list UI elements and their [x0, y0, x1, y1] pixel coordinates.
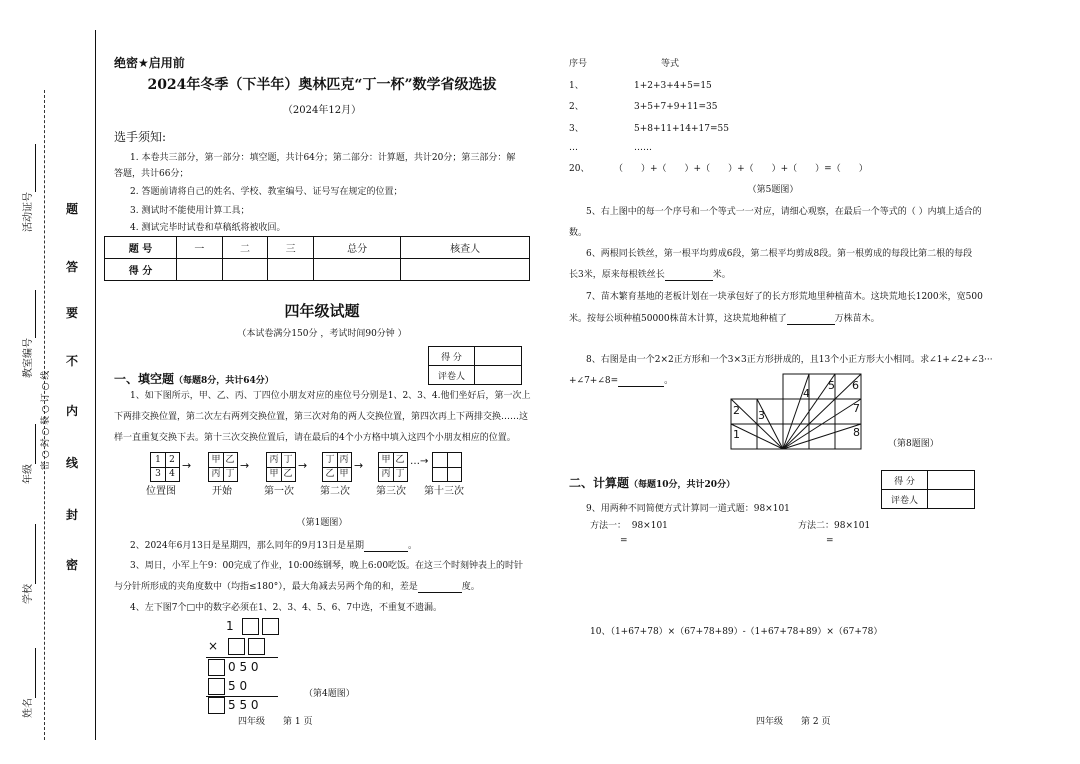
q1-text: 样一直重复交换下去。第十三次交换位置后，请在最后的4个小方格中填入这四个小朋友相应的位置。	[114, 433, 516, 443]
q9-text: 9、用两种不同简便方式计算同一道式题：98×101	[586, 504, 790, 514]
q9-eq2: =	[826, 536, 834, 546]
notice-line: 答题，共计66分；	[114, 169, 189, 179]
q5-text: 5、右上图中的每一个序号和一个等式一一对应，请细心观察，在最后一个等式的（ ）内填上适合的	[586, 207, 982, 217]
angle-label: 6	[852, 379, 859, 392]
table5-row-eq: （ ）+（ ）+（ ）+（ ）+（ ）=（ ）	[614, 164, 868, 174]
q8-answer-blank[interactable]	[618, 376, 664, 387]
q1-grid: 丙 丁 甲 乙	[266, 452, 296, 482]
score-header: 二	[222, 237, 268, 259]
table5-header-eq: 等式	[661, 59, 680, 69]
digit-box[interactable]	[262, 618, 279, 635]
q6-text: 6、两根同长铁丝，第一根平均剪成6段，第二根平均剪成8段。第一根剪成的每段比第二根的每段	[586, 249, 973, 259]
q1-grid: 甲 乙 丙 丁	[208, 452, 238, 482]
notice-line: 1. 本卷共三部分，第一部分：填空题，共计64分；第二部分：计算题，共计20分；第三部分：解	[130, 153, 516, 163]
table5-caption: （第5题图）	[747, 185, 799, 195]
q4-caption: （第4题图）	[304, 689, 355, 699]
score-row-label: 得 分	[105, 259, 177, 281]
q9-method2: 方法二：98×101	[798, 521, 871, 531]
notice-line: 3. 测试时不能使用计算工具；	[130, 206, 250, 216]
page-footer-left: 四年级 第 1 页	[238, 717, 313, 727]
q2-answer-blank[interactable]	[364, 541, 408, 552]
q1-grid-label: 第二次	[320, 486, 350, 497]
field-school: 学校	[22, 524, 36, 604]
secret-label: 绝密★启用前	[114, 56, 185, 70]
q7-text: 7、苗木繁育基地的老板计划在一块承包好了的长方形荒地里种植苗木。这块荒地长1200米，宽500	[586, 292, 983, 302]
q4-text: 4、左下图7个□中的数字必须在1、2、3、4、5、6、7中选，不重复不遗漏。	[130, 603, 443, 613]
field-classroom-id: 教室编号	[22, 290, 36, 378]
q2-text: 2、2024年6月13日是星期四，那么同年的9月13日是星期 。	[130, 541, 418, 551]
q9-method1: 方法一： 98×101	[590, 521, 668, 531]
table5-header-no: 序号	[569, 59, 588, 69]
score-header: 题 号	[105, 237, 177, 259]
table5-row-no: 3、	[569, 124, 584, 134]
section1-title: 一、填空题（每题8分，共计64分）	[114, 372, 274, 386]
score-header: 一	[177, 237, 223, 259]
angle-label: 5	[828, 379, 835, 392]
field-grade: 年级	[22, 424, 36, 484]
notice-title: 选手须知:	[114, 130, 167, 144]
digit-box[interactable]	[248, 638, 265, 655]
score-cell[interactable]	[222, 259, 268, 281]
q1-text: 下两排交换位置，第二次左右两列交换位置，第三次对角的两人交换位置，第四次再上下两排交换……这	[114, 412, 529, 422]
q1-text: 1、如下图所示，甲、乙、丙、丁四位小朋友对应的座位号分别是1、2、3、4.他们坐好后，第一次上	[130, 391, 531, 401]
section2-title: 二、计算题（每题10分，共计20分）	[569, 476, 736, 490]
q4-row4: 5 0	[208, 678, 282, 696]
q1-figure	[146, 452, 476, 502]
digit-box[interactable]	[228, 638, 245, 655]
table5-row-no: 2、	[569, 102, 584, 112]
q7-answer-blank[interactable]	[787, 314, 835, 325]
q1-grid-label: 第十三次	[424, 486, 464, 497]
q1-grid-label: 第一次	[264, 486, 294, 497]
seal-marks: 密 ○ 封 ○ 装 ○ 订 ○ 线	[41, 370, 51, 470]
score-cell[interactable]	[177, 259, 223, 281]
table5-row-no: 20、	[569, 164, 590, 174]
digit-box[interactable]	[208, 678, 225, 695]
arrow: →	[240, 459, 250, 472]
notice-line: 4. 测试完毕时试卷和草稿纸将被收回。	[130, 223, 286, 233]
q3-text: 3、周日，小军上午9：00完成了作业，10:00练钢琴，晚上6:00吃饭。在这三个时刻钟表上的时针	[130, 561, 524, 571]
table5-row-eq: 3+5+7+9+11=35	[634, 102, 718, 112]
grade-title: 四年级试题	[284, 302, 360, 320]
field-name: 姓名	[22, 648, 36, 718]
q1-grid: 1 2 3 4	[150, 452, 180, 482]
q9-eq1: =	[620, 536, 628, 546]
reviewer-input[interactable]	[475, 366, 522, 385]
angle-label: 3	[758, 409, 765, 422]
field-activity-id: 活动证号	[22, 144, 36, 232]
binding-border-line	[95, 30, 96, 740]
arrow: →	[354, 459, 364, 472]
scorer-box-1: 得 分 评卷人	[428, 346, 522, 385]
exam-info: （本试卷满分150分 ，考试时间90分钟 ）	[237, 329, 407, 339]
table5-row-no: …	[569, 143, 578, 153]
score-header: 核查人	[401, 237, 530, 259]
q8-caption: （第8题图）	[888, 439, 939, 449]
q1-grid: 甲 乙 丙 丁	[378, 452, 408, 482]
table5-row-eq: 5+8+11+14+17=55	[634, 124, 729, 134]
score-header: 三	[268, 237, 314, 259]
score-table	[104, 236, 530, 281]
q3-text: 与分针所形成的夹角度数中（均指≤180°），最大角减去另两个角的和，差是 度。	[114, 582, 480, 592]
ellipsis-arrow: …→	[410, 456, 429, 467]
q1-answer-grid[interactable]	[432, 452, 462, 482]
exam-date: （2024年12月）	[282, 105, 362, 116]
digit-box[interactable]	[208, 697, 225, 714]
q4-row1: 1	[220, 618, 280, 636]
angle-label: 2	[733, 404, 740, 417]
angle-label: 8	[853, 426, 860, 439]
table5-row-eq: 1+2+3+4+5=15	[634, 81, 712, 91]
q8-text: 8、右图是由一个2×2正方形和一个3×3正方形拼成的，且13个小正方形大小相同。求∠1+∠2+∠3···	[586, 355, 993, 365]
q6-answer-blank[interactable]	[665, 270, 713, 281]
score-input[interactable]	[928, 471, 975, 490]
q1-grid-label: 第三次	[376, 486, 406, 497]
q1-caption: （第1题图）	[296, 518, 348, 528]
q4-row5: 5 5 0	[208, 697, 282, 715]
score-cell[interactable]	[314, 259, 401, 281]
q8-text: +∠7+∠8= 。	[569, 376, 674, 386]
angle-label: 7	[853, 402, 860, 415]
exam-title: 2024年冬季（下半年）奥林匹克“丁一杯”数学省级选拔	[147, 77, 497, 93]
table5-row-eq: ……	[634, 143, 652, 153]
q5-text: 数。	[569, 228, 588, 238]
digit-box[interactable]	[208, 659, 225, 676]
q10-text: 10、（1+67+78）×（67+78+89）-（1+67+78+89）×（67+78）	[590, 627, 883, 637]
score-header: 总分	[314, 237, 401, 259]
angle-label: 1	[733, 428, 740, 441]
q1-grid-label: 位置图	[146, 486, 176, 497]
q7-text: 米。按每公顷种植50000株苗木计算，这块荒地种植了 万株苗木。	[569, 314, 880, 324]
q3-answer-blank[interactable]	[418, 582, 462, 593]
scorer-box-2: 得 分 评卷人	[881, 470, 975, 509]
page-footer-right: 四年级 第 2 页	[756, 717, 831, 727]
score-cell[interactable]	[401, 259, 530, 281]
q4-figure	[206, 616, 286, 712]
q6-text: 长3米，原来每根铁丝长 米。	[569, 270, 731, 280]
q8-figure	[729, 372, 863, 452]
angle-label: 4	[803, 387, 810, 400]
digit-box[interactable]	[242, 618, 259, 635]
q4-row2: ×	[206, 638, 280, 656]
arrow: →	[182, 459, 192, 472]
score-input[interactable]	[475, 347, 522, 366]
score-cell[interactable]	[268, 259, 314, 281]
binding-strip: 活动证号 教室编号 年级 学校 姓名 密 ○ 封 ○ 装 ○ 订 ○ 线 题 答 要 不 内 线 封 密	[0, 0, 96, 764]
table5-row-no: 1、	[569, 81, 584, 91]
reviewer-input[interactable]	[928, 490, 975, 509]
arrow: →	[298, 459, 308, 472]
q4-rule	[206, 657, 278, 658]
q1-grid-label: 开始	[212, 486, 232, 497]
q1-grid: 丁 丙 乙 甲	[322, 452, 352, 482]
q4-row3: 0 5 0	[208, 659, 282, 677]
notice-line: 2. 答题前请将自己的姓名、学校、教室编号、证号写在规定的位置；	[130, 187, 403, 197]
